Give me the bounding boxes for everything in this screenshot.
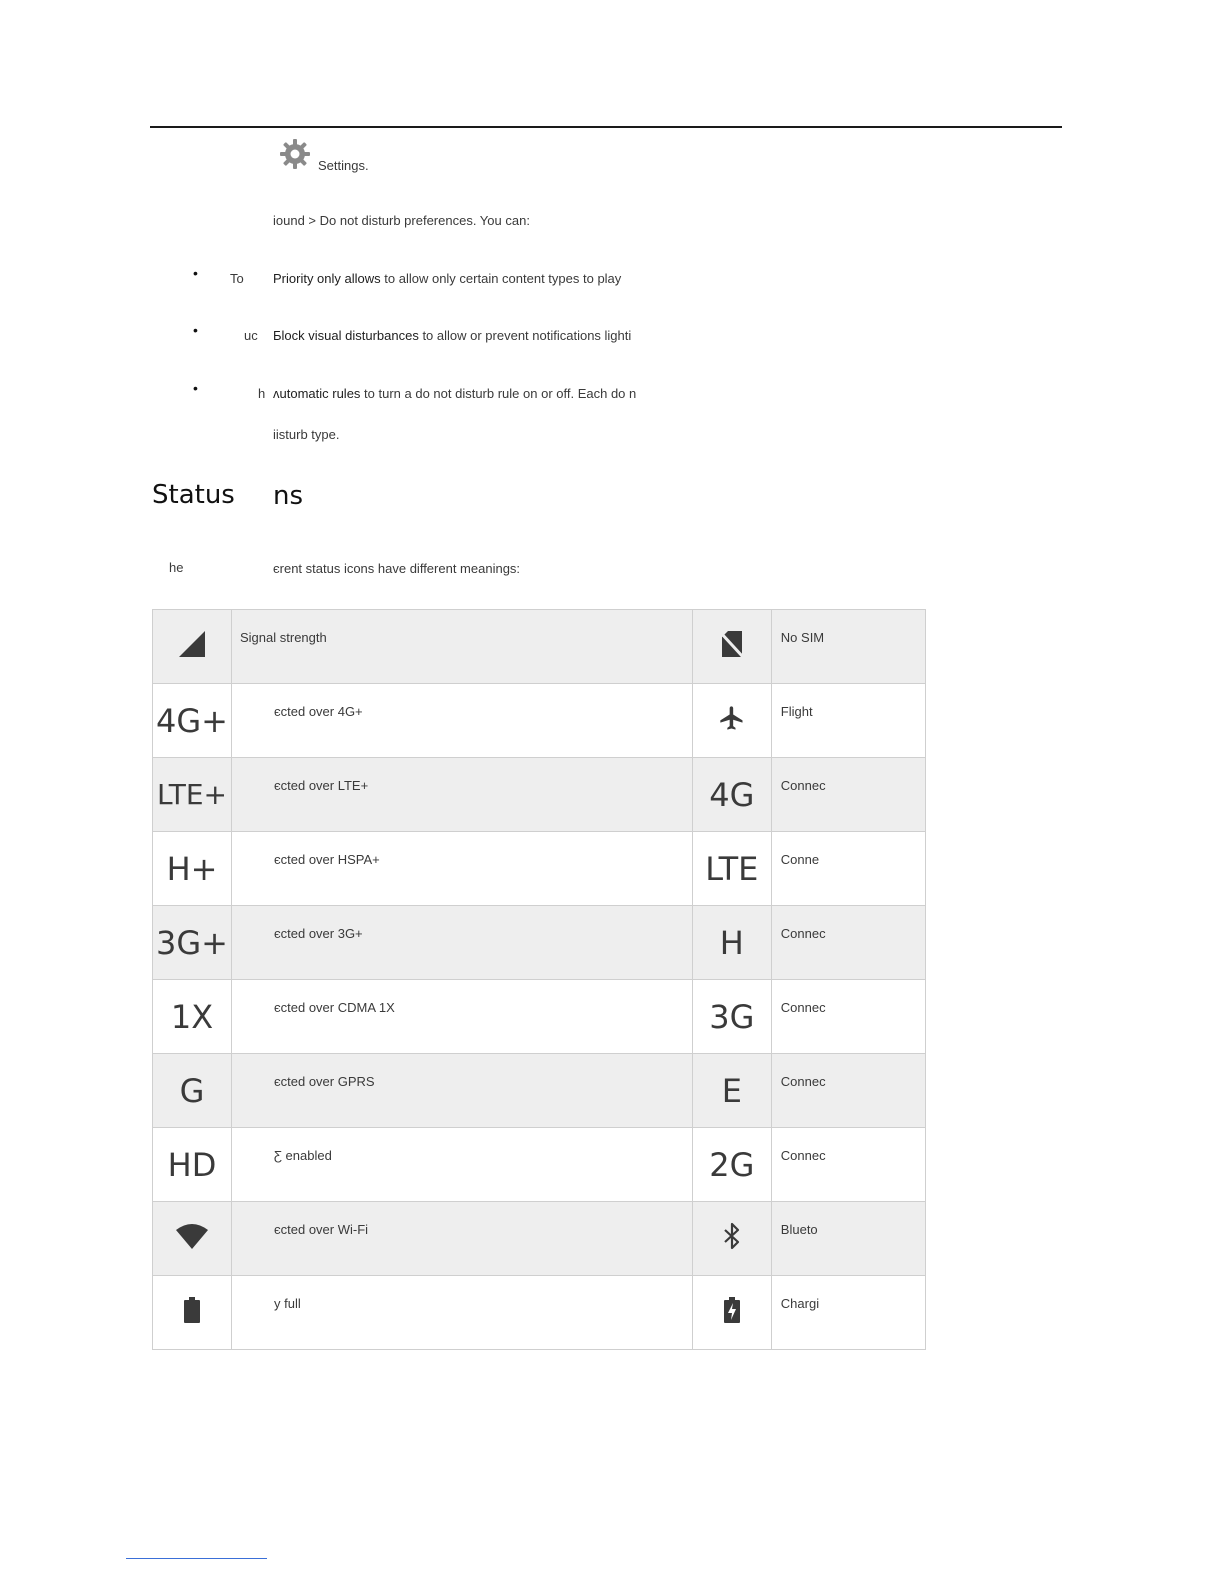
table-row <box>153 1128 926 1202</box>
bullet-continuation: іisturb type. <box>273 427 340 442</box>
settings-label: Settings. <box>318 158 369 173</box>
3g-icon: 3G <box>709 997 755 1036</box>
1x-icon: 1X <box>170 997 214 1036</box>
bluetooth-icon <box>723 1222 741 1250</box>
icon-cell <box>692 980 771 1054</box>
bullet-text <box>273 328 631 343</box>
icon-cell <box>153 758 232 832</box>
icon-cell <box>692 610 771 684</box>
meaning-text: No SIM <box>780 630 825 645</box>
icon-cell <box>153 980 232 1054</box>
meaning-cell <box>232 1276 693 1350</box>
bullet-lead: uc <box>244 328 258 343</box>
lte-plus-icon: LTE+ <box>157 777 227 811</box>
icon-cell <box>153 1128 232 1202</box>
meaning-cell <box>771 1202 925 1276</box>
meaning-text: y full <box>274 1296 301 1311</box>
status-icons-table <box>152 609 926 1350</box>
meaning-cell <box>232 906 693 980</box>
meaning-text: єcted over GPRS <box>274 1074 375 1089</box>
meaning-cell <box>232 1128 693 1202</box>
bullet-lead: To <box>230 271 244 286</box>
meaning-text: Connec <box>780 778 826 793</box>
meaning-cell <box>232 1054 693 1128</box>
battery-charging-icon <box>723 1296 741 1324</box>
meaning-cell <box>232 758 693 832</box>
meaning-text: єcted over 3G+ <box>274 926 363 941</box>
bullet-strong: Рriority only allows <box>273 271 381 286</box>
icon-cell <box>692 1128 771 1202</box>
meaning-cell <box>771 1128 925 1202</box>
icon-cell <box>692 832 771 906</box>
meaning-cell <box>232 684 693 758</box>
bullet-text <box>273 271 621 286</box>
e-icon: E <box>721 1071 742 1110</box>
table-row <box>153 610 926 684</box>
meaning-text: Ƹ enabled <box>274 1148 332 1163</box>
meaning-cell <box>771 980 925 1054</box>
icon-cell <box>153 906 232 980</box>
meaning-cell <box>771 758 925 832</box>
lte-icon: LTE <box>705 849 759 888</box>
bullet-dot: • <box>193 322 198 338</box>
meaning-text: Signal strength <box>240 630 327 645</box>
section-intro-left: he <box>169 560 184 575</box>
header-rule <box>150 126 1062 128</box>
table-row <box>153 1054 926 1128</box>
icon-cell <box>692 1202 771 1276</box>
dnd-path-line: іound > Do not disturb preferences. You can: <box>273 213 530 228</box>
no-sim-icon <box>720 630 744 658</box>
4g-plus-icon: 4G+ <box>156 701 228 740</box>
footer-link-underline[interactable] <box>126 1558 267 1559</box>
meaning-text: єcted over CDMA 1X <box>274 1000 395 1015</box>
bullet-rest: to turn a do not disturb rule on or off. Each do n <box>360 386 637 401</box>
icon-cell <box>692 906 771 980</box>
wifi-icon <box>175 1223 209 1249</box>
icon-cell <box>153 832 232 906</box>
meaning-text: Connec <box>780 926 826 941</box>
section-intro-right: єrent status icons have different meanings: <box>273 561 521 576</box>
bullet-dot: • <box>193 380 198 396</box>
meaning-cell <box>232 980 693 1054</box>
section-heading-left: Status <box>152 480 235 510</box>
icon-cell <box>692 1054 771 1128</box>
meaning-cell <box>771 906 925 980</box>
airplane-icon <box>718 704 746 732</box>
meaning-text: єcted over 4G+ <box>274 704 363 719</box>
table-row <box>153 684 926 758</box>
hd-icon: HD <box>167 1145 217 1184</box>
icon-cell <box>153 1202 232 1276</box>
meaning-text: єcted over LTE+ <box>274 778 369 793</box>
icon-cell <box>153 684 232 758</box>
h-plus-icon: H+ <box>166 849 218 888</box>
table-row <box>153 980 926 1054</box>
meaning-text: єcted over HSPA+ <box>274 852 380 867</box>
icon-cell <box>692 1276 771 1350</box>
meaning-cell <box>771 684 925 758</box>
bullet-lead: h <box>258 386 266 401</box>
bullet-strong: ʌutomatic rules <box>273 386 361 401</box>
meaning-text: Connec <box>780 1074 826 1089</box>
meaning-text: єcted over Wi-Fi <box>274 1222 369 1237</box>
2g-icon: 2G <box>709 1145 755 1184</box>
icon-cell <box>153 1276 232 1350</box>
g-icon: G <box>179 1071 205 1110</box>
meaning-cell <box>771 610 925 684</box>
bullet-text <box>273 386 636 401</box>
meaning-text: Blueto <box>780 1222 818 1237</box>
icon-cell <box>692 684 771 758</box>
meaning-text: Flight <box>780 704 813 719</box>
meaning-cell <box>771 1054 925 1128</box>
meaning-cell <box>771 1276 925 1350</box>
meaning-cell <box>771 832 925 906</box>
section-heading-right: ns <box>273 481 304 511</box>
signal-strength-icon <box>178 630 206 658</box>
icon-cell <box>692 758 771 832</box>
table-row <box>153 758 926 832</box>
table-row <box>153 906 926 980</box>
table-row <box>153 1202 926 1276</box>
meaning-text: Conne <box>780 852 820 867</box>
meaning-text: Chargi <box>780 1296 820 1311</box>
bullet-strong: Бlock visual disturbances <box>273 328 419 343</box>
icon-cell <box>153 1054 232 1128</box>
gear-icon <box>279 138 311 170</box>
bullet-rest: to allow or prevent notifications lighti <box>418 328 632 343</box>
3g-plus-icon: 3G+ <box>156 923 228 962</box>
table-row <box>153 832 926 906</box>
meaning-text: Connec <box>780 1148 826 1163</box>
battery-full-icon <box>183 1296 201 1324</box>
meaning-cell <box>232 832 693 906</box>
icon-cell <box>153 610 232 684</box>
meaning-text: Connec <box>780 1000 826 1015</box>
meaning-cell <box>232 1202 693 1276</box>
meaning-cell <box>232 610 693 684</box>
h-icon: H <box>719 923 744 962</box>
bullet-dot: • <box>193 265 198 281</box>
table-row <box>153 1276 926 1350</box>
4g-icon: 4G <box>709 775 755 814</box>
bullet-rest: to allow only certain content types to play <box>380 271 622 286</box>
